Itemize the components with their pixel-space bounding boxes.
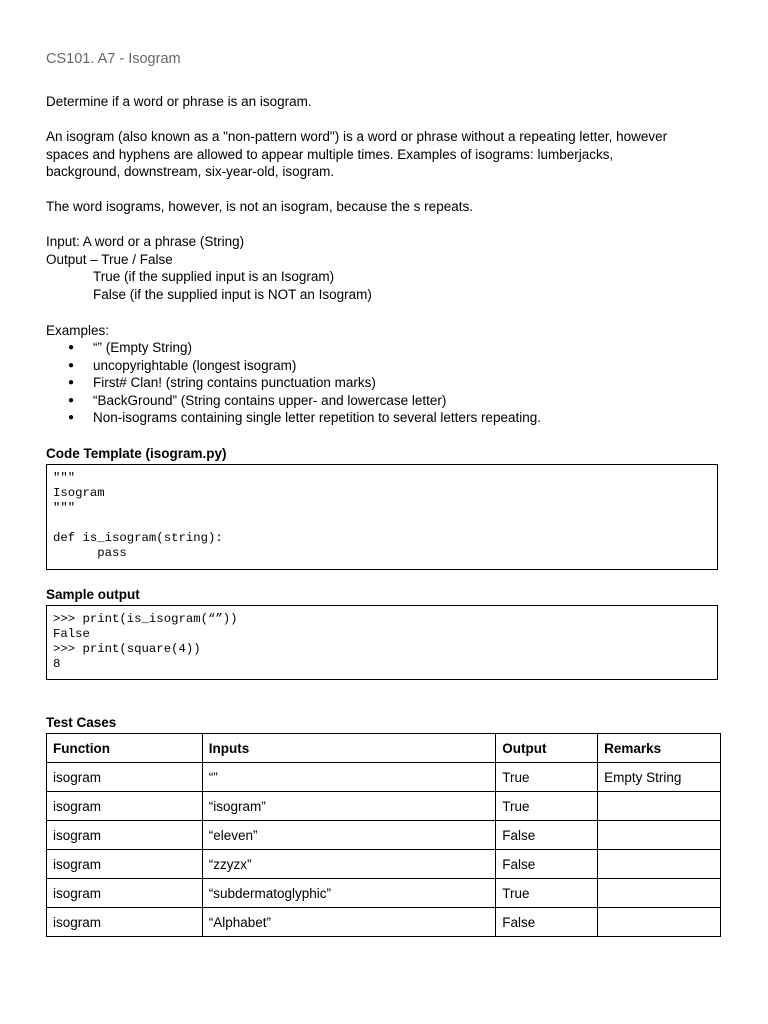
intro-paragraph-1: Determine if a word or phrase is an isogram. [46, 94, 312, 109]
cell-remarks: Empty String [598, 763, 721, 792]
table-row [47, 850, 721, 879]
page-title: CS101. A7 - Isogram [46, 51, 181, 67]
cell-inputs: “subdermatoglyphic” [202, 879, 496, 908]
example-item: ● “” (Empty String) [46, 339, 541, 357]
test-cases-heading: Test Cases [46, 715, 117, 730]
cell-remarks [598, 792, 721, 821]
examples-list [46, 339, 541, 427]
table-row [47, 821, 721, 850]
column-header-inputs: Inputs [202, 734, 496, 763]
intro-paragraph-2-line-2: spaces and hyphens are allowed to appear multiple times. Examples of isograms: lumberjacks, [46, 146, 614, 162]
column-header-output: Output [496, 734, 598, 763]
cell-inputs: “eleven” [202, 821, 496, 850]
cell-remarks [598, 879, 721, 908]
cell-output: False [496, 850, 598, 879]
intro-paragraph-2-line-1: An isogram (also known as a "non-pattern word") is a word or phrase without a repeating letter, however [46, 129, 668, 144]
example-item: ● “BackGround” (String contains upper- and lowercase letter) [46, 392, 541, 410]
cell-inputs: “zzyzx” [202, 850, 496, 879]
cell-function: isogram [47, 821, 203, 850]
example-item: ● uncopyrightable (longest isogram) [46, 357, 541, 375]
cell-inputs: “isogram” [202, 792, 496, 821]
sample-output-block: >>> print(is_isogram(“”)) False >>> print(square(4)) 8 [46, 605, 718, 680]
cell-inputs: “” [202, 763, 496, 792]
example-item: ● Non-isograms containing single letter repetition to several letters repeating. [46, 409, 541, 427]
cell-output: False [496, 908, 598, 937]
intro-paragraph-2 [46, 128, 706, 181]
table-header-row [47, 734, 721, 763]
cell-function: isogram [47, 879, 203, 908]
cell-output: True [496, 763, 598, 792]
cell-remarks [598, 821, 721, 850]
code-template-heading: Code Template (isogram.py) [46, 446, 227, 461]
output-description: Output – True / False [46, 251, 173, 267]
table-row [47, 792, 721, 821]
output-false-description: False (if the supplied input is NOT an Isogram) [93, 286, 372, 302]
code-template-block: """ Isogram """ def is_isogram(string): pass [46, 464, 718, 570]
cell-function: isogram [47, 850, 203, 879]
cell-function: isogram [47, 908, 203, 937]
intro-paragraph-3: The word isograms, however, is not an isogram, because the s repeats. [46, 199, 473, 214]
cell-function: isogram [47, 792, 203, 821]
input-description: Input: A word or a phrase (String) [46, 234, 245, 249]
cell-remarks [598, 908, 721, 937]
example-item: ● First# Clan! (string contains punctuation marks) [46, 374, 541, 392]
cell-remarks [598, 850, 721, 879]
column-header-function: Function [47, 734, 203, 763]
cell-output: True [496, 879, 598, 908]
test-cases-table [46, 733, 721, 937]
io-description [46, 233, 706, 303]
column-header-remarks: Remarks [598, 734, 721, 763]
output-true-description: True (if the supplied input is an Isogram) [93, 269, 335, 285]
table-row [47, 908, 721, 937]
cell-output: True [496, 792, 598, 821]
sample-output-heading: Sample output [46, 587, 140, 602]
examples-heading: Examples: [46, 323, 110, 338]
table-row [47, 879, 721, 908]
cell-function: isogram [47, 763, 203, 792]
cell-output: False [496, 821, 598, 850]
cell-inputs: “Alphabet” [202, 908, 496, 937]
intro-paragraph-2-line-3: background, downstream, six-year-old, isogram. [46, 164, 335, 180]
table-row [47, 763, 721, 792]
